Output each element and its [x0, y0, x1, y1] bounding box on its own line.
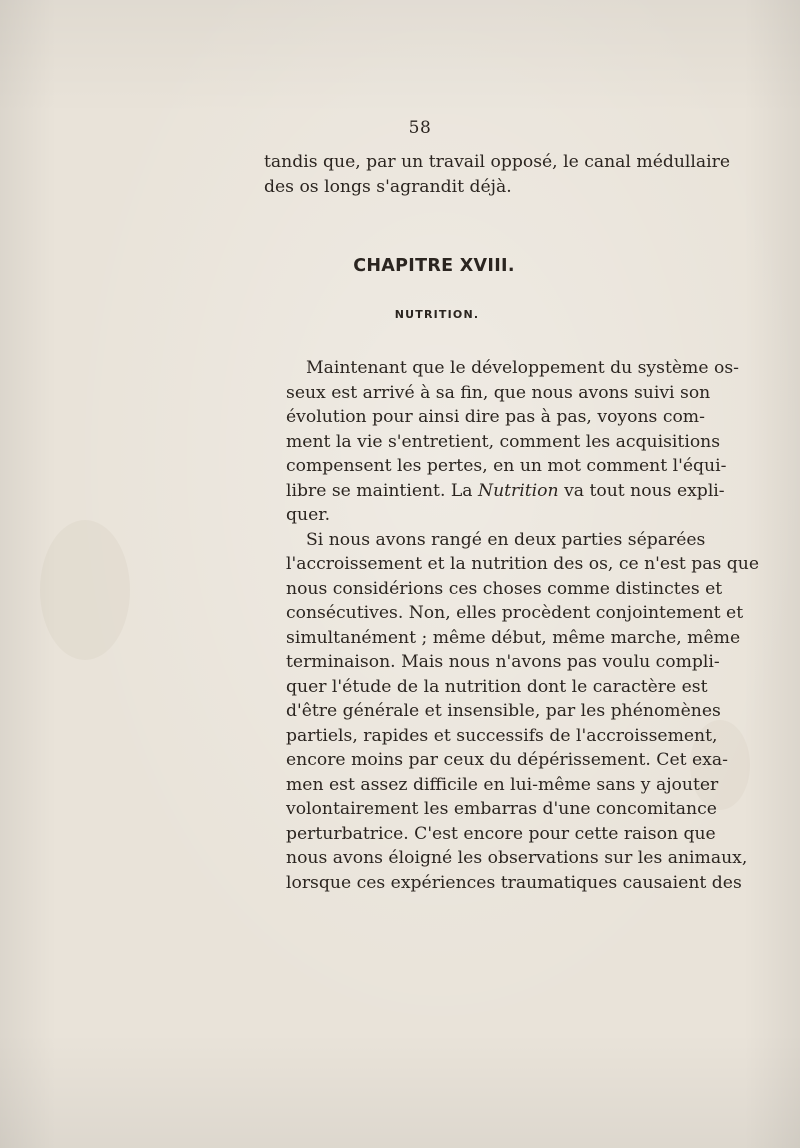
text-line: terminaison. Mais nous n'avons pas voulu compli- — [286, 652, 720, 672]
text-line: men est assez difficile en lui-même sans y ajouter — [286, 774, 719, 795]
paragraph-2 — [264, 528, 760, 896]
emphasized-word: Nutrition — [478, 480, 559, 501]
paragraph-1 — [264, 356, 739, 528]
text-line: des os longs s'agrandit déjà. — [264, 176, 512, 197]
text-line: consécutives. Non, elles procèdent conjointement et — [286, 603, 744, 623]
main-text — [264, 356, 760, 895]
text-line: nous considérions ces choses comme distinctes et — [286, 578, 723, 599]
chapter-heading: CHAPITRE XVIII. — [353, 256, 515, 276]
text-line: compensent les pertes, en un mot comment l'équi- — [286, 456, 727, 476]
text-line: partiels, rapides et successifs de l'accroissement, — [286, 725, 718, 746]
text-line: lorsque ces expériences traumatiques causaient des — [286, 872, 742, 893]
text-line: quer l'étude de la nutrition dont le caractère est — [286, 676, 708, 697]
text-line: tandis que, par un travail opposé, le canal médullaire — [264, 152, 731, 172]
text-line: quer. — [286, 505, 331, 525]
text-line: perturbatrice. C'est encore pour cette raison que — [286, 823, 716, 844]
text-line: l'accroissement et la nutrition des os, ce n'est pas que — [286, 554, 760, 574]
text-line: volontairement les embarras d'une concomitance — [286, 799, 717, 819]
section-heading: NUTRITION. — [394, 308, 480, 321]
text-line: Maintenant que le développement du système os- — [306, 358, 739, 378]
text-line-with-emphasis — [264, 479, 725, 504]
text-line: nous avons éloigné les observations sur les animaux, — [286, 848, 748, 868]
text-line: d'être générale et insensible, par les phénomènes — [286, 701, 721, 721]
text-line: seux est arrivé à sa fin, que nous avons suivi son — [286, 382, 711, 403]
page-number: 58 — [408, 118, 432, 138]
continued-paragraph — [264, 150, 731, 199]
text-line: Si nous avons rangé en deux parties séparées — [306, 529, 706, 550]
text-fragment: libre se maintient. La — [286, 480, 473, 501]
text-line: encore moins par ceux du dépérissement. Cet exa- — [286, 750, 728, 770]
text-line: ment la vie s'entretient, comment les acquisitions — [286, 431, 721, 452]
paper-stain — [40, 520, 130, 660]
text-line: évolution pour ainsi dire pas à pas, voyons com- — [286, 407, 705, 427]
text-fragment: va tout nous expli- — [564, 480, 725, 501]
text-line: simultanément ; même début, même marche, même — [286, 627, 741, 648]
